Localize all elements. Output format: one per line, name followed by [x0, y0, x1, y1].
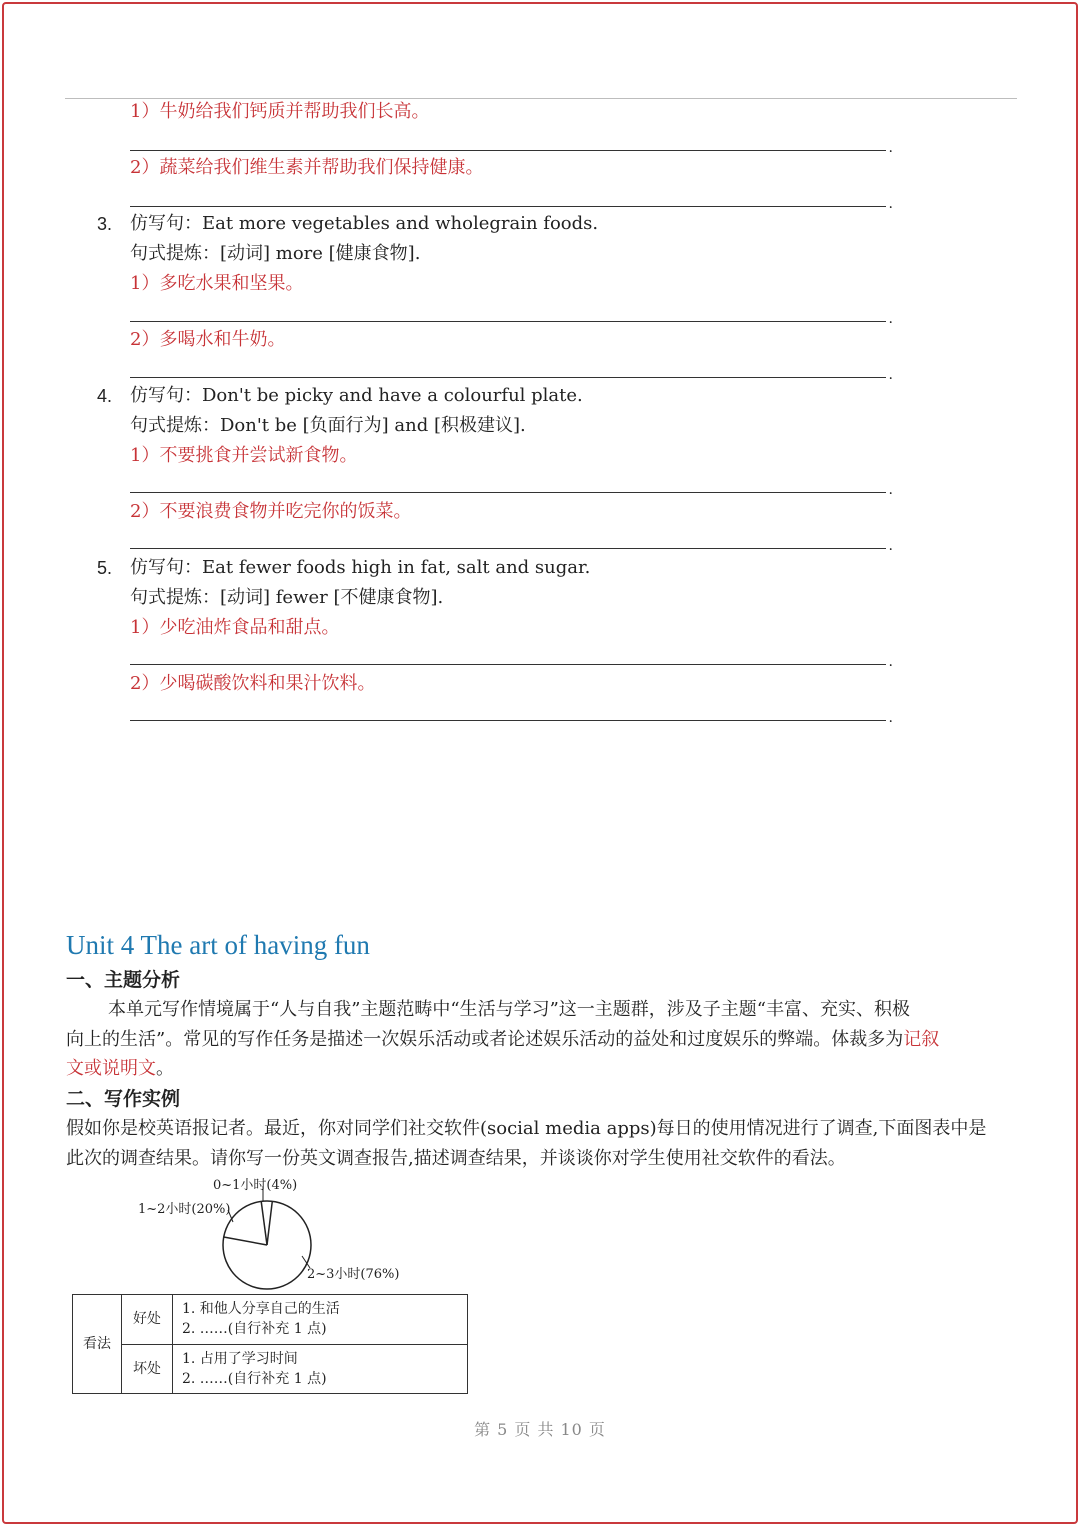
- question-number: 3.: [97, 214, 113, 234]
- analysis-line-3: 文或说明文。: [66, 1058, 174, 1079]
- prompt-item: 2）不要浪费食物并吃完你的饭菜。: [130, 501, 412, 522]
- pie-chart: [130, 1172, 420, 1292]
- pattern-sentence: 句式提炼：[动词] fewer [不健康食物].: [130, 587, 444, 608]
- model-sentence: 仿写句：Don't be picky and have a colourful plate.: [130, 385, 583, 406]
- slice-label-2-3h: 2~3小时(76%): [307, 1267, 400, 1282]
- answer-line[interactable]: .: [130, 130, 886, 151]
- answer-line[interactable]: .: [130, 301, 886, 322]
- prompt-item: 2）多喝水和牛奶。: [130, 329, 286, 350]
- slice-label-0-1h: 0~1小时(4%): [213, 1178, 298, 1193]
- total-pages: 10: [560, 1420, 583, 1439]
- example-line-2: 此次的调查结果。请你写一份英文调查报告,描述调查结果，并谈谈你对学生使用社交软件的看法。: [66, 1148, 846, 1169]
- table-cell: 1. 和他人分享自己的生活 2. ……(自行补充 1 点): [173, 1295, 468, 1345]
- prompt-item: 1）少吃油炸食品和甜点。: [130, 617, 340, 638]
- model-sentence: 仿写句：Eat more vegetables and wholegrain foods.: [130, 213, 599, 234]
- answer-line[interactable]: .: [130, 528, 886, 549]
- page-footer: 第 5 页 共 10 页: [474, 1420, 606, 1439]
- table-row-header: 看法: [73, 1295, 122, 1394]
- answer-line[interactable]: .: [130, 357, 886, 378]
- pie-slices: [223, 1201, 311, 1289]
- prompt-item: 2）少喝碳酸饮料和果汁饮料。: [130, 673, 376, 694]
- section-heading-example: 二、写作实例: [66, 1088, 181, 1110]
- prompt-item: 1）不要挑食并尝试新食物。: [130, 445, 358, 466]
- answer-line[interactable]: .: [130, 472, 886, 493]
- answer-line[interactable]: .: [130, 186, 886, 207]
- question-number: 5.: [97, 558, 113, 578]
- question-number: 4.: [97, 386, 113, 406]
- unit-title: Unit 4 The art of having fun: [66, 930, 370, 960]
- q2-item-2: 2）蔬菜给我们维生素并帮助我们保持健康。: [130, 157, 484, 178]
- pattern-sentence: 句式提炼：[动词] more [健康食物].: [130, 243, 421, 264]
- current-page: 5: [497, 1420, 509, 1439]
- table-cell: 1. 占用了学习时间 2. ……(自行补充 1 点): [173, 1344, 468, 1394]
- answer-line[interactable]: .: [130, 644, 886, 665]
- q2-item-1: 1）牛奶给我们钙质并帮助我们长高。: [130, 101, 430, 122]
- analysis-line-2: 向上的生活”。常见的写作任务是描述一次娱乐活动或者论述娱乐活动的益处和过度娱乐的弊端。体裁多为记叙: [66, 1029, 940, 1050]
- table-group-label: 坏处: [122, 1344, 173, 1394]
- section-heading-analysis: 一、主题分析: [66, 969, 181, 991]
- example-line-1: 假如你是校英语报记者。最近，你对同学们社交软件(social media apps)每日的使用情况进行了调查,下面图表中是: [66, 1118, 987, 1139]
- model-sentence: 仿写句：Eat fewer foods high in fat, salt and sugar.: [130, 557, 591, 578]
- prompt-item: 1）多吃水果和坚果。: [130, 273, 304, 294]
- analysis-line-1: 本单元写作情境属于“人与自我”主题范畴中“生活与学习”这一主题群，涉及子主题“丰富、充实、积极: [108, 999, 911, 1020]
- pattern-sentence: 句式提炼：Don't be [负面行为] and [积极建议].: [130, 415, 526, 436]
- slice-label-1-2h: 1~2小时(20%): [138, 1202, 231, 1217]
- opinion-table: [72, 1294, 468, 1394]
- table-group-label: 好处: [122, 1295, 173, 1345]
- header-rule: [65, 98, 1017, 99]
- answer-line[interactable]: .: [130, 700, 886, 721]
